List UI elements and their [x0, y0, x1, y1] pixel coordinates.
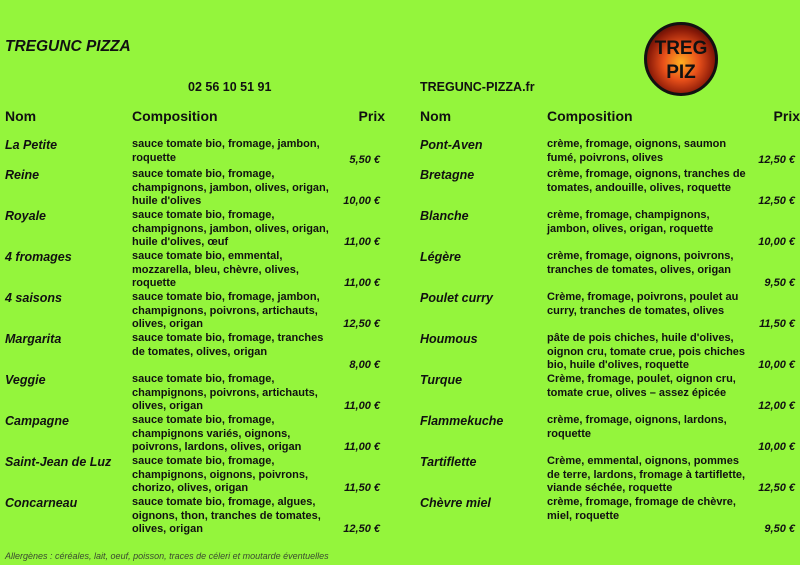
pizza-price: 12,50 € [343, 523, 380, 535]
pizza-composition: pâte de pois chiches, huile d'olives, oignon cru, tomate crue, pois chiches bio, huile d'olives, roquette [547, 332, 746, 372]
menu-item [420, 455, 795, 496]
menu-items-right [420, 138, 795, 537]
pizza-composition: crème, fromage, oignons, lardons, roquette [547, 414, 727, 440]
column-header-price: Prix [358, 108, 385, 124]
pizza-name: Royale [5, 209, 46, 223]
pizza-name: Légère [420, 250, 461, 264]
menu-item [5, 291, 380, 332]
pizza-composition: crème, fromage, fromage de chèvre, miel, roquette [547, 496, 736, 522]
menu-item [5, 332, 380, 373]
pizza-price: 12,50 € [758, 482, 795, 494]
pizza-composition: Crème, fromage, poivrons, poulet au curry, tranches de tomates, olives [547, 291, 739, 317]
menu-item [420, 496, 795, 537]
pizza-price: 11,00 € [344, 441, 380, 453]
pizza-composition: sauce tomate bio, fromage, tranches de tomates, olives, origan [132, 332, 324, 358]
column-header-name: Nom [420, 108, 452, 124]
pizza-composition: crème, fromage, oignons, saumon fumé, poivrons, olives [547, 138, 727, 164]
pizza-name: Flammekuche [420, 414, 504, 428]
pizza-composition: sauce tomate bio, fromage, champignons, oignons, poivrons, chorizo, olives, origan [132, 455, 309, 495]
pizza-name: 4 saisons [5, 291, 62, 305]
menu-item [5, 138, 380, 168]
pizza-name: Campagne [5, 414, 69, 428]
menu-item [420, 414, 795, 455]
pizza-price: 12,50 € [758, 154, 795, 166]
pizza-name: Chèvre miel [420, 496, 491, 510]
pizza-name: Concarneau [5, 496, 78, 510]
pizza-price: 11,00 € [344, 277, 380, 289]
pizza-price: 10,00 € [758, 236, 795, 248]
menu-item [5, 373, 380, 414]
column-header-composition: Composition [132, 108, 218, 124]
menu-item [420, 373, 795, 414]
pizza-price: 9,50 € [764, 523, 795, 535]
logo-text-line2: PIZ [666, 62, 696, 83]
pizza-name: Saint-Jean de Luz [5, 455, 112, 469]
pizza-price: 12,00 € [758, 400, 795, 412]
pizza-composition: sauce tomate bio, fromage, champignons variés, oignons, poivrons, lardons, olives, origan [132, 414, 302, 454]
pizza-composition: Crème, fromage, poulet, oignon cru, tomate crue, olives – assez épicée [547, 373, 736, 399]
logo [644, 22, 718, 96]
menu-item [5, 455, 380, 496]
pizza-price: 10,00 € [758, 441, 795, 453]
menu-items-left [5, 138, 380, 537]
phone-number[interactable]: 02 56 10 51 91 [188, 80, 272, 94]
pizza-name: Reine [5, 168, 40, 182]
website-link[interactable]: TREGUNC-PIZZA.fr [420, 80, 535, 94]
pizza-composition: sauce tomate bio, fromage, champignons, poivrons, artichauts, olives, origan [132, 373, 318, 413]
menu-item [420, 168, 795, 209]
pizza-composition: sauce tomate bio, fromage, champignons, jambon, olives, origan, huile d'olives, œuf [132, 209, 329, 249]
pizza-composition: sauce tomate bio, fromage, champignons, jambon, olives, origan, huile d'olives [132, 168, 329, 208]
pizza-composition: Crème, emmental, oignons, pommes de terre, lardons, fromage à tartiflette, viande séchée, roquette [547, 455, 746, 495]
pizza-name: Turque [420, 373, 463, 387]
pizza-price: 12,50 € [758, 195, 795, 207]
pizza-composition: sauce tomate bio, fromage, algues, oignons, thon, tranches de tomates, olives, origan [132, 496, 321, 536]
pizza-price: 11,50 € [759, 318, 795, 330]
pizza-price: 5,50 € [349, 154, 380, 166]
menu-item [5, 414, 380, 455]
column-header-name: Nom [5, 108, 37, 124]
menu-item [420, 332, 795, 373]
pizza-name: Blanche [420, 209, 469, 223]
pizza-composition: sauce tomate bio, emmental, mozzarella, bleu, chèvre, olives, roquette [132, 250, 299, 290]
pizza-name: Margarita [5, 332, 62, 346]
pizza-price: 8,00 € [349, 359, 380, 371]
pizza-name: Poulet curry [420, 291, 493, 305]
pizza-composition: crème, fromage, champignons, jambon, olives, origan, roquette [547, 209, 714, 235]
pizza-price: 10,00 € [343, 195, 380, 207]
pizza-composition: sauce tomate bio, fromage, jambon, champignons, poivrons, artichauts, olives, origan [132, 291, 320, 331]
column-header-price: Prix [773, 108, 800, 124]
pizza-composition: crème, fromage, oignons, poivrons, tranches de tomates, olives, origan [547, 250, 734, 276]
restaurant-title: TREGUNC PIZZA [5, 38, 131, 55]
menu-item [420, 209, 795, 250]
pizza-name: 4 fromages [5, 250, 72, 264]
pizza-name: Houmous [420, 332, 478, 346]
pizza-composition: sauce tomate bio, fromage, jambon, roquette [132, 138, 320, 164]
pizza-price: 11,00 € [344, 236, 380, 248]
menu-item [5, 168, 380, 209]
menu-item [5, 496, 380, 537]
logo-text-line1: TREG [654, 38, 708, 59]
menu-item [420, 291, 795, 332]
pizza-name: La Petite [5, 138, 58, 152]
menu-item [5, 209, 380, 250]
pizza-name: Veggie [5, 373, 46, 387]
pizza-name: Pont-Aven [420, 138, 483, 152]
column-header-composition: Composition [547, 108, 633, 124]
pizza-price: 9,50 € [764, 277, 795, 289]
pizza-price: 12,50 € [343, 318, 380, 330]
pizza-name: Tartiflette [420, 455, 477, 469]
menu-item [5, 250, 380, 291]
pizza-price: 10,00 € [758, 359, 795, 371]
pizza-price: 11,50 € [344, 482, 380, 494]
pizza-composition: crème, fromage, oignons, tranches de tomates, andouille, olives, roquette [547, 168, 746, 194]
pizza-name: Bretagne [420, 168, 475, 182]
menu-item [420, 250, 795, 291]
menu-item [420, 138, 795, 168]
pizza-price: 11,00 € [344, 400, 380, 412]
allergens-note: Allergènes : céréales, lait, oeuf, poisson, traces de céleri et moutarde éventuelles [5, 551, 329, 561]
